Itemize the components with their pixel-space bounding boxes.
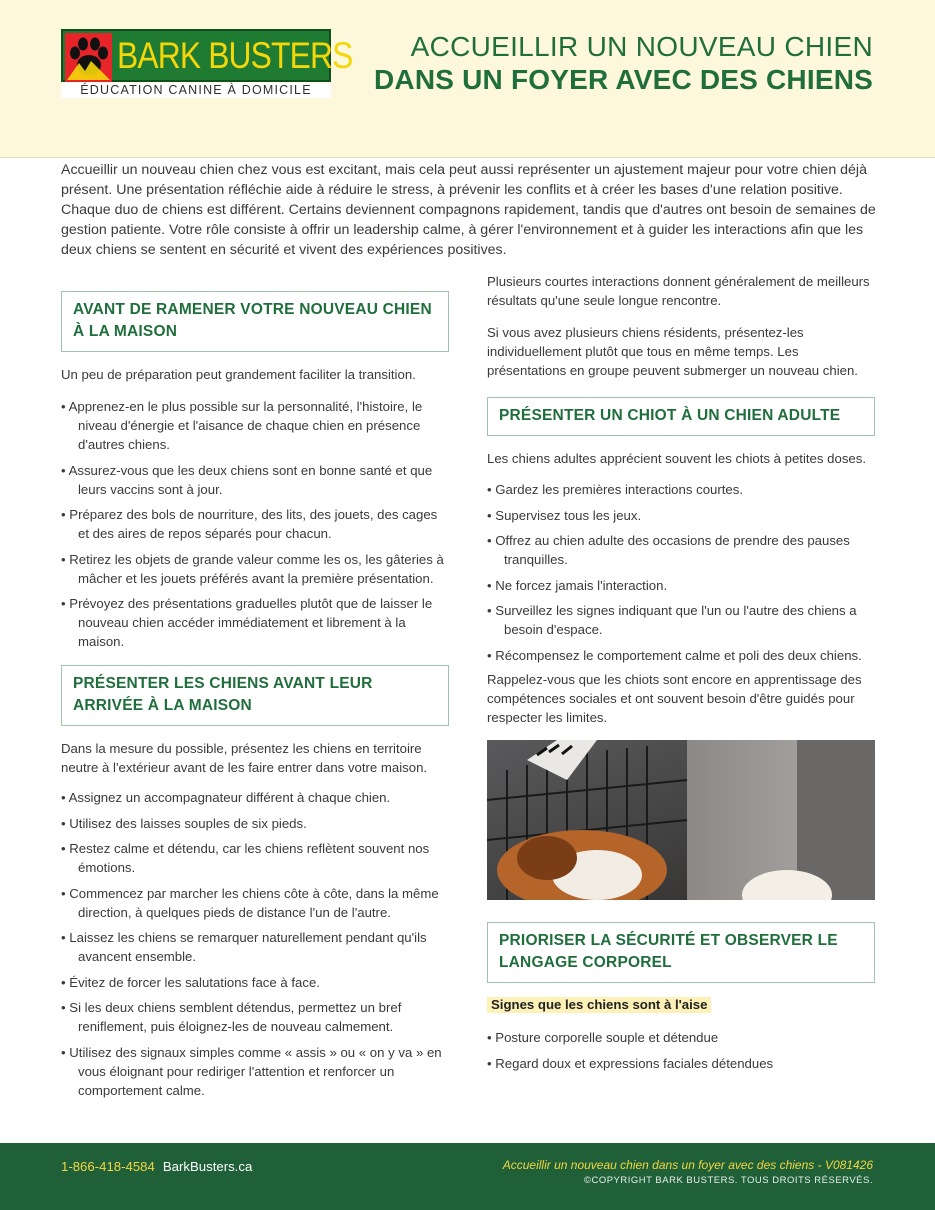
list-item: • Posture corporelle souple et détendue: [487, 1028, 875, 1047]
list-item: • Ne forcez jamais l'interaction.: [487, 576, 875, 595]
list-item: • Laissez les chiens se remarquer naturellement pendant qu'ils avancent ensemble.: [61, 928, 449, 966]
page-title-line1: ACCUEILLIR UN NOUVEAU CHIEN: [410, 31, 873, 62]
section-heading: PRIORISER LA SÉCURITÉ ET OBSERVER LE LANGAGE CORPOREL: [499, 932, 838, 971]
section-heading: PRÉSENTER LES CHIENS AVANT LEUR ARRIVÉE À LA MAISON: [73, 675, 373, 714]
page-footer: [0, 1143, 935, 1210]
footer-copyright: ©COPYRIGHT BARK BUSTERS. TOUS DROITS RÉSERVÉS.: [583, 1175, 873, 1186]
right-column: [487, 272, 875, 1079]
section-lead: Les chiens adultes apprécient souvent les chiots à petites doses.: [487, 451, 867, 466]
footer-doc-title: Accueillir un nouveau chien dans un foyer avec des chiens - V081426: [502, 1158, 873, 1172]
list-item: • Commencez par marcher les chiens côte à côte, dans la même direction, à quelques pieds de distance l'un de l'autre.: [61, 884, 449, 922]
list-item: • Évitez de forcer les salutations face à face.: [61, 973, 449, 992]
page-title-line2: DANS UN FOYER AVEC DES CHIENS: [374, 64, 873, 95]
list-item: • Prévoyez des présentations graduelles plutôt que de laisser le nouveau chien accéder immédiatement et librement à la maison.: [61, 594, 449, 651]
list-item: • Restez calme et détendu, car les chiens reflètent souvent nos émotions.: [61, 839, 449, 877]
bullet-list: [487, 480, 875, 665]
list-item: • Utilisez des signaux simples comme « assis » ou « on y va » en vous éloignant pour rediriger l'attention et renforcer un comportement calme.: [61, 1043, 449, 1100]
bark-busters-logo: [61, 29, 353, 98]
list-item: • Préparez des bols de nourriture, des lits, des jouets, des cages et des aires de repos séparés pour chacun.: [61, 505, 449, 543]
section-heading-box: [61, 291, 449, 352]
list-item: • Gardez les premières interactions courtes.: [487, 480, 875, 499]
intro-paragraph: Accueillir un nouveau chien chez vous est excitant, mais cela peut aussi représenter un ajustement majeur pour votre chien déjà présent. Une présentation réfléchie aide à réduire le stress, à prévenir les conflits et à créer les bases d'une relation positive. Chaque duo de chiens est différent. Certains deviennent compagnons rapidement, tandis que d'autres ont besoin de semaines de gestion patiente. Votre rôle consiste à offrir un leadership calme, à gérer l'environnement et à guider les interactions afin que les deux chiens se sentent en sécurité et vivent des expériences positives.: [61, 162, 876, 258]
paragraph: Plusieurs courtes interactions donnent généralement de meilleurs résultats qu'une seule longue rencontre.: [487, 274, 870, 308]
phone-number[interactable]: 1-866-418-4584: [61, 1159, 155, 1174]
list-item: • Regard doux et expressions faciales détendues: [487, 1054, 875, 1073]
left-column: [61, 270, 449, 1106]
bullet-list: [61, 788, 449, 1100]
list-item: • Retirez les objets de grande valeur comme les os, les gâteries à mâcher et les jouets préférés avant la première présentation.: [61, 550, 449, 588]
paw-icon: [65, 33, 112, 82]
section-lead: Un peu de préparation peut grandement faciliter la transition.: [61, 367, 416, 382]
list-item: • Récompensez le comportement calme et poli des deux chiens.: [487, 646, 875, 665]
logo-tagline: ÉDUCATION CANINE À DOMICILE: [61, 83, 331, 98]
highlight-label: Signes que les chiens sont à l'aise: [487, 997, 711, 1013]
section-heading-box: [61, 665, 449, 726]
list-item: • Assurez-vous que les deux chiens sont en bonne santé et que leurs vaccins sont à jour.: [61, 461, 449, 499]
section-heading: PRÉSENTER UN CHIOT À UN CHIEN ADULTE: [499, 407, 841, 424]
website-link[interactable]: BarkBusters.ca: [162, 1159, 253, 1174]
section-closing: Rappelez-vous que les chiots sont encore en apprentissage des compétences sociales et ont souvent besoin d'être guidés pour respecter les limites.: [487, 672, 862, 725]
bullet-list: [487, 1028, 875, 1073]
paragraph: Si vous avez plusieurs chiens résidents, présentez-les individuellement plutôt que tous en même temps. Les présentations en groupe peuvent submerger un nouveau chien.: [487, 325, 858, 378]
highlight-row: [487, 996, 875, 1014]
section-lead: Dans la mesure du possible, présentez les chiens en territoire neutre à l'extérieur avant de les faire entrer dans votre maison.: [61, 741, 428, 775]
list-item: • Supervisez tous les jeux.: [487, 506, 875, 525]
page-header: [0, 0, 935, 158]
list-item: • Si les deux chiens semblent détendus, permettez un bref reniflement, puis éloignez-les de nouveau calmement.: [61, 998, 449, 1036]
list-item: • Assignez un accompagnateur différent à chaque chien.: [61, 788, 449, 807]
list-item: • Offrez au chien adulte des occasions de prendre des pauses tranquilles.: [487, 531, 875, 569]
list-item: • Apprenez-en le plus possible sur la personnalité, l'histoire, le niveau d'énergie et l'aisance de chaque chien en présence d'autres chiens.: [61, 397, 449, 454]
footer-contact: [61, 1159, 252, 1174]
section-heading: AVANT DE RAMENER VOTRE NOUVEAU CHIEN À LA MAISON: [73, 301, 432, 340]
bullet-list: [61, 397, 449, 651]
logo-brand-text: BARK BUSTERS: [117, 35, 353, 76]
list-item: • Surveillez les signes indiquant que l'un ou l'autre des chiens a besoin d'espace.: [487, 601, 875, 639]
section-heading-box: [487, 397, 875, 436]
section-heading-box: [487, 922, 875, 983]
logo-banner: [61, 29, 353, 82]
dog-crate-photo: [487, 740, 875, 900]
list-item: • Utilisez des laisses souples de six pieds.: [61, 814, 449, 833]
